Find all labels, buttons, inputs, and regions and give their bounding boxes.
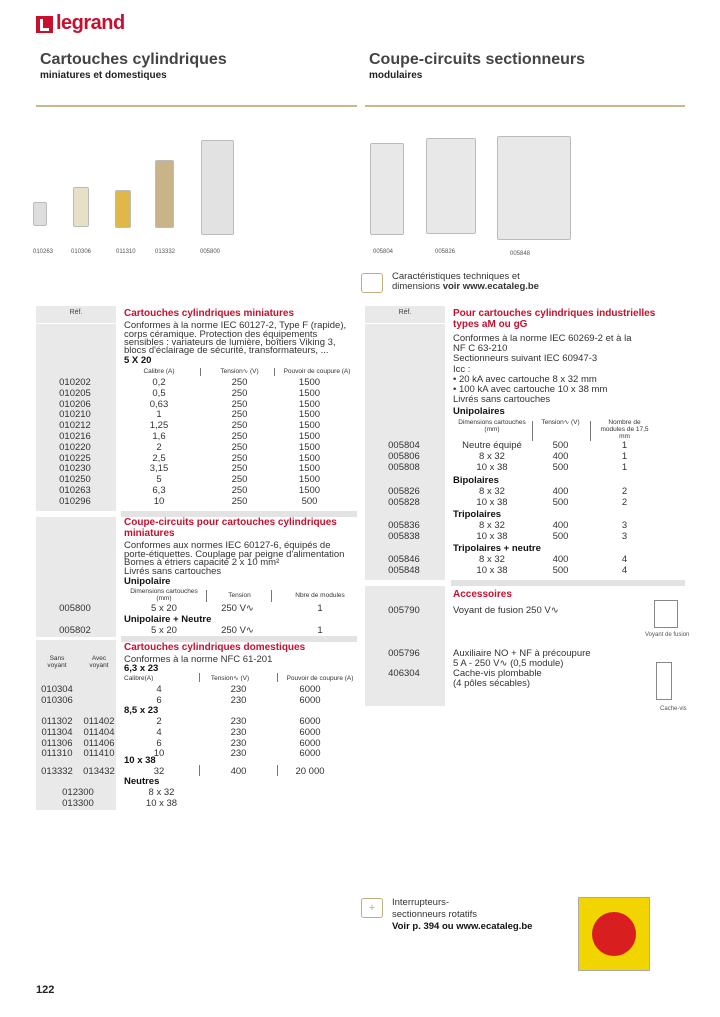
column-divider	[271, 590, 272, 602]
column-divider	[277, 673, 278, 682]
industrielles-desc-line: Sectionneurs suivant IEC 60947-3	[453, 353, 598, 365]
pouvoir-cell: 1500	[298, 474, 321, 486]
calibre-cell: 0,2	[152, 377, 166, 388]
sans-voyant-ref: 010306	[41, 694, 73, 706]
column-divider	[590, 421, 591, 441]
ref-005790: 005790	[388, 605, 420, 616]
tension-cell: 230	[230, 716, 247, 727]
avec-voyant-ref: 011410	[83, 748, 115, 760]
ref-005800: 005800	[59, 603, 91, 614]
tension-cell: 250	[231, 420, 248, 432]
neutre-dim: 10 x 38	[145, 797, 178, 809]
product-image-005826	[426, 138, 476, 234]
image-caption: 010263	[33, 249, 54, 255]
modules-cell: 1	[621, 450, 628, 462]
coupe-miniatures-heading-2: miniatures	[124, 528, 175, 539]
tension-cell: 400	[552, 554, 569, 565]
cell-tension: 250 V∿	[221, 625, 254, 636]
pouvoir-cell: 6000	[299, 694, 321, 706]
ref-cell: 005838	[388, 530, 420, 542]
voyant-fusion-caption: Voyant de fusion	[645, 632, 690, 638]
sans-voyant-ref: 013332	[41, 766, 73, 777]
column-divider	[199, 765, 200, 776]
cell-modules: 1	[317, 625, 323, 636]
column-divider	[199, 673, 200, 682]
industrielles-desc-line: Conformes à la norme IEC 60269-2 et à la	[453, 333, 632, 344]
image-caption: 013332	[155, 249, 176, 255]
col-dimensions: Dimensions cartouches (mm)	[458, 419, 526, 433]
pouvoir-cell: 6000	[299, 737, 321, 749]
group-label: Tripolaires	[453, 509, 502, 520]
ref-label: Réf.	[398, 309, 412, 316]
pouvoir-cell: 1500	[298, 431, 321, 442]
cache-vis-text-2: (4 pôles sécables)	[453, 678, 531, 689]
tech-note-line1: Caractéristiques techniques et	[392, 271, 520, 282]
image-caption: 010306	[71, 249, 92, 255]
group-label: Unipolaires	[453, 406, 505, 417]
calibre-cell: 10	[153, 495, 165, 507]
voyant-fusion-text: Voyant de fusion 250 V∿	[453, 605, 559, 616]
miniatures-size: 5 X 20	[124, 355, 152, 366]
tension-cell: 250	[231, 441, 248, 453]
ref-cell: 005826	[388, 486, 420, 497]
col-avec-voyant: Avec voyant	[89, 655, 109, 669]
tension-cell: 400	[552, 520, 569, 531]
auxiliaire-text-2: 5 A - 250 V∿ (0,5 module)	[453, 658, 564, 669]
modules-cell: 4	[621, 554, 628, 565]
column-divider	[206, 590, 207, 602]
tension-cell: 500	[552, 496, 569, 508]
ref-header-left	[36, 306, 116, 323]
accessoires-heading: Accessoires	[453, 589, 512, 600]
ref-cell: 005836	[388, 520, 420, 531]
tension-cell: 500	[552, 564, 569, 576]
tension-cell: 250	[231, 474, 248, 486]
ref-cell: 010263	[59, 485, 91, 496]
modules-cell: 3	[621, 530, 628, 542]
interrupteurs-line2: sectionneurs rotatifs	[392, 909, 478, 920]
plus-icon: +	[361, 898, 383, 918]
avec-voyant-ref: 011402	[83, 716, 115, 727]
cell-modules: 1	[317, 603, 323, 614]
unipolaire-neutre-label: Unipolaire + Neutre	[124, 614, 212, 625]
group-label: Bipolaires	[453, 475, 499, 486]
miniatures-desc-3: sensibles : variateurs de lumière, boîtiers Viking 3,	[124, 337, 336, 348]
modules-cell: 3	[621, 520, 628, 531]
ref-column-bg	[365, 586, 445, 706]
cell-dim: 5 x 20	[151, 625, 177, 636]
dim-cell: 10 x 38	[476, 564, 508, 576]
col-modules: Nbre de modules	[295, 592, 345, 599]
tension-cell: 500	[552, 530, 569, 542]
tension-cell: 400	[552, 450, 569, 462]
calibre-cell: 1,25	[149, 420, 169, 432]
calibre-cell: 4	[156, 726, 162, 738]
tension-cell: 400	[552, 486, 569, 497]
ref-header-right	[365, 306, 445, 323]
tension-cell: 500	[552, 440, 569, 451]
pouvoir-cell: 1500	[298, 398, 321, 410]
industrielles-desc-line: • 100 kA avec cartouche 10 x 38 mm	[453, 384, 608, 395]
cache-vis-drawing	[656, 662, 672, 700]
group-neutres: Neutres	[124, 776, 160, 787]
calibre-cell: 0,63	[149, 398, 169, 410]
pouvoir-cell: 500	[301, 495, 318, 507]
rotary-switch-image	[578, 897, 650, 971]
product-image-010263	[33, 202, 47, 226]
tension-cell: 400	[230, 766, 247, 777]
right-divider	[365, 105, 685, 107]
calibre-cell: 2	[156, 441, 162, 453]
col-pouvoir: Pouvoir de coupure (A)	[286, 675, 354, 682]
coupe-miniatures-heading-1: Coupe-circuits pour cartouches cylindriques	[124, 517, 337, 528]
pouvoir-cell: 6000	[299, 716, 321, 727]
ref-cell: 010230	[59, 463, 91, 475]
calibre-cell: 3,15	[149, 463, 169, 475]
tension-cell: 250	[231, 431, 248, 442]
industrielles-heading-2: types aM ou gG	[453, 319, 528, 330]
pouvoir-cell: 1500	[298, 485, 321, 496]
pouvoir-cell: 6000	[299, 684, 321, 695]
tension-cell: 230	[230, 737, 247, 749]
ref-cell: 010206	[59, 398, 91, 410]
tension-cell: 250	[231, 409, 248, 421]
tech-note-link[interactable]: voir www.ecataleg.be	[442, 281, 539, 292]
column-divider	[277, 765, 278, 776]
miniatures-desc-2: corps céramique. Protection des équipements	[124, 329, 318, 340]
ref-label: Réf.	[69, 309, 83, 316]
image-caption: 005800	[200, 249, 221, 255]
dim-cell: 8 x 32	[479, 554, 505, 565]
ref-005796: 005796	[388, 648, 420, 659]
left-divider	[36, 105, 357, 107]
right-section-title: Coupe-circuits sectionneurs	[369, 51, 586, 68]
section-separator	[451, 580, 685, 586]
industrielles-desc-line: • 20 kA avec cartouche 8 x 32 mm	[453, 373, 597, 385]
product-image-005848	[497, 136, 571, 240]
tension-cell: 250	[231, 377, 248, 388]
miniatures-heading: Cartouches cylindriques miniatures	[124, 308, 295, 319]
coupe-desc-4: Livrés sans cartouches	[124, 566, 222, 577]
pouvoir-cell: 1500	[298, 420, 321, 432]
product-image-011310	[115, 190, 131, 228]
pouvoir-cell: 20 000	[295, 766, 325, 777]
ref-cell: 010202	[59, 377, 91, 388]
interrupteurs-line1: Interrupteurs-	[392, 897, 450, 908]
modules-cell: 1	[621, 440, 628, 451]
pouvoir-cell: 1500	[298, 441, 321, 453]
pouvoir-cell: 6000	[299, 748, 321, 760]
calibre-cell: 2,5	[152, 452, 166, 464]
calibre-cell: 6	[156, 737, 162, 749]
tension-cell: 250	[231, 452, 248, 464]
calibre-cell: 1	[156, 409, 162, 421]
product-image-005804	[370, 143, 404, 235]
modules-cell: 1	[621, 461, 628, 473]
product-image-005800	[201, 140, 234, 235]
modules-cell: 4	[621, 564, 628, 576]
image-caption: 005826	[435, 249, 456, 255]
left-section-title: Cartouches cylindriques	[40, 51, 227, 68]
calibre-cell: 1,6	[152, 431, 166, 442]
industrielles-heading-1: Pour cartouches cylindriques industrielles	[453, 308, 656, 319]
ref-cell: 005806	[388, 450, 420, 462]
col-modules: Nombre de modules de 17,5 mm	[600, 419, 649, 440]
avec-voyant-ref: 011406	[83, 737, 115, 749]
ref-cell: 005808	[388, 461, 420, 473]
sans-voyant-ref: 010304	[41, 684, 73, 695]
coupe-desc-1: Conformes aux normes IEC 60127-6, équipés de	[124, 540, 331, 551]
tension-cell: 230	[230, 748, 247, 760]
ref-cell: 010210	[59, 409, 91, 421]
col-pouvoir: Pouvoir de coupure (A)	[283, 368, 351, 375]
neutre-ref: 012300	[62, 787, 94, 798]
modules-cell: 2	[621, 496, 628, 508]
pouvoir-cell: 6000	[299, 726, 321, 738]
product-image-013332	[155, 160, 174, 228]
product-image-010306	[73, 187, 89, 227]
group-label: Tripolaires + neutre	[453, 543, 541, 554]
interrupteurs-link[interactable]: Voir p. 394 ou www.ecataleg.be	[392, 921, 533, 932]
group-8-5x23: 8,5 x 23	[124, 705, 159, 716]
cache-vis-caption: Cache-vis	[660, 706, 687, 712]
unipolaire-label: Unipolaire	[124, 576, 171, 587]
col-tension: Tension∿ (V)	[210, 675, 250, 682]
dim-cell: 8 x 32	[479, 450, 505, 462]
coupe-desc-3: Bornes à étriers capacité 2 x 10 mm²	[124, 557, 280, 568]
domestiques-desc: Conformes à la norme NFC 61-201	[124, 654, 273, 665]
group-6-3x23: 6,3 x 23	[124, 663, 159, 674]
ref-cell: 005848	[388, 564, 420, 576]
industrielles-desc-line: Icc :	[453, 363, 471, 375]
miniatures-desc-4: blocs d'éclairage de sécurité, transformateurs, ...	[124, 345, 329, 356]
ref-cell: 005828	[388, 496, 420, 508]
pouvoir-cell: 1500	[298, 409, 321, 421]
tension-cell: 230	[230, 694, 247, 706]
tension-cell: 250	[231, 398, 248, 410]
voyant-fusion-drawing	[654, 600, 678, 628]
sans-voyant-ref: 011306	[41, 737, 73, 749]
calibre-cell: 32	[153, 766, 165, 777]
sans-voyant-ref: 011304	[41, 726, 73, 738]
tech-note-line2	[392, 282, 539, 292]
dim-cell: 8 x 32	[479, 520, 505, 531]
left-section-subtitle: miniatures et domestiques	[40, 70, 167, 81]
ref-cell: 010205	[59, 387, 91, 399]
image-caption: 005804	[373, 249, 394, 255]
document-icon	[361, 273, 383, 293]
dim-cell: 10 x 38	[476, 461, 508, 473]
calibre-cell: 6	[156, 694, 162, 706]
ref-406304: 406304	[388, 668, 420, 679]
col-tension: Tension∿ (V)	[220, 368, 259, 375]
dim-cell: 10 x 38	[476, 496, 508, 508]
tension-cell: 230	[230, 726, 247, 738]
ref-cell: 010225	[59, 452, 91, 464]
dim-cell: 8 x 32	[479, 486, 505, 497]
calibre-cell: 10	[153, 748, 165, 760]
legrand-logo-mark	[36, 16, 53, 33]
col-dimensions: Dimensions cartouches (mm)	[130, 588, 198, 602]
column-divider	[532, 421, 533, 441]
industrielles-desc-line: NF C 63-210	[453, 343, 508, 355]
image-caption: 011310	[116, 249, 136, 255]
tension-cell: 250	[231, 387, 248, 399]
ref-cell: 010296	[59, 495, 91, 507]
ref-cell: 005846	[388, 554, 420, 565]
rotary-knob	[592, 912, 636, 956]
ref-column-bg	[36, 517, 116, 637]
auxiliaire-text-1: Auxiliaire NO + NF à précoupure	[453, 648, 591, 659]
col-calibre: Calibre (A)	[143, 368, 175, 375]
right-section-subtitle: modulaires	[369, 70, 423, 81]
tech-note-prefix: dimensions	[392, 281, 443, 292]
tension-cell: 250	[231, 495, 248, 507]
dim-cell: Neutre équipé	[462, 440, 522, 451]
tension-cell: 230	[230, 684, 247, 695]
column-divider	[200, 368, 201, 376]
industrielles-desc-line: Livrés sans cartouches	[453, 394, 551, 406]
ref-005802: 005802	[59, 625, 91, 636]
tension-cell: 250	[231, 485, 248, 496]
column-divider	[274, 368, 275, 376]
brand-name: legrand	[56, 12, 125, 34]
pouvoir-cell: 1500	[298, 387, 321, 399]
calibre-cell: 4	[156, 684, 162, 695]
ref-cell: 005804	[388, 440, 420, 451]
col-sans-voyant: Sans voyant	[47, 655, 67, 669]
avec-voyant-ref: 011404	[83, 726, 115, 738]
col-tension: Tension∿ (V)	[541, 419, 580, 426]
cache-vis-text-1: Cache-vis plombable	[453, 668, 542, 679]
cell-tension: 250 V∿	[221, 603, 254, 614]
pouvoir-cell: 1500	[298, 463, 321, 475]
ref-cell: 010220	[59, 441, 91, 453]
miniatures-desc-1: Conformes à la norme IEC 60127-2, Type F (rapide),	[124, 320, 347, 331]
tension-cell: 500	[552, 461, 569, 473]
calibre-cell: 2	[156, 716, 162, 727]
tension-cell: 250	[231, 463, 248, 475]
coupe-desc-2: porte-étiquettes. Couplage par peigne d'alimentation	[124, 549, 345, 560]
calibre-cell: 6,3	[152, 485, 166, 496]
ref-cell: 010212	[59, 420, 91, 432]
pouvoir-cell: 1500	[298, 377, 321, 388]
cell-dim: 5 x 20	[151, 603, 177, 614]
page-number: 122	[36, 984, 55, 996]
pouvoir-cell: 1500	[298, 452, 321, 464]
ref-cell: 010216	[59, 431, 91, 442]
calibre-cell: 5	[156, 474, 162, 486]
avec-voyant-ref: 013432	[83, 766, 115, 777]
neutre-dim: 8 x 32	[148, 787, 175, 798]
group-10x38: 10 x 38	[124, 755, 156, 766]
ref-cell: 010250	[59, 474, 91, 486]
calibre-cell: 0,5	[152, 387, 166, 399]
modules-cell: 2	[621, 486, 628, 497]
neutre-ref: 013300	[62, 797, 94, 809]
col-tension: Tension	[228, 592, 251, 599]
sans-voyant-ref: 011302	[41, 716, 73, 727]
image-caption: 005848	[510, 251, 531, 257]
domestiques-heading: Cartouches cylindriques domestiques	[124, 642, 306, 653]
col-calibre: Calibre(A)	[124, 675, 154, 682]
sans-voyant-ref: 011310	[41, 748, 73, 760]
dim-cell: 10 x 38	[476, 530, 508, 542]
